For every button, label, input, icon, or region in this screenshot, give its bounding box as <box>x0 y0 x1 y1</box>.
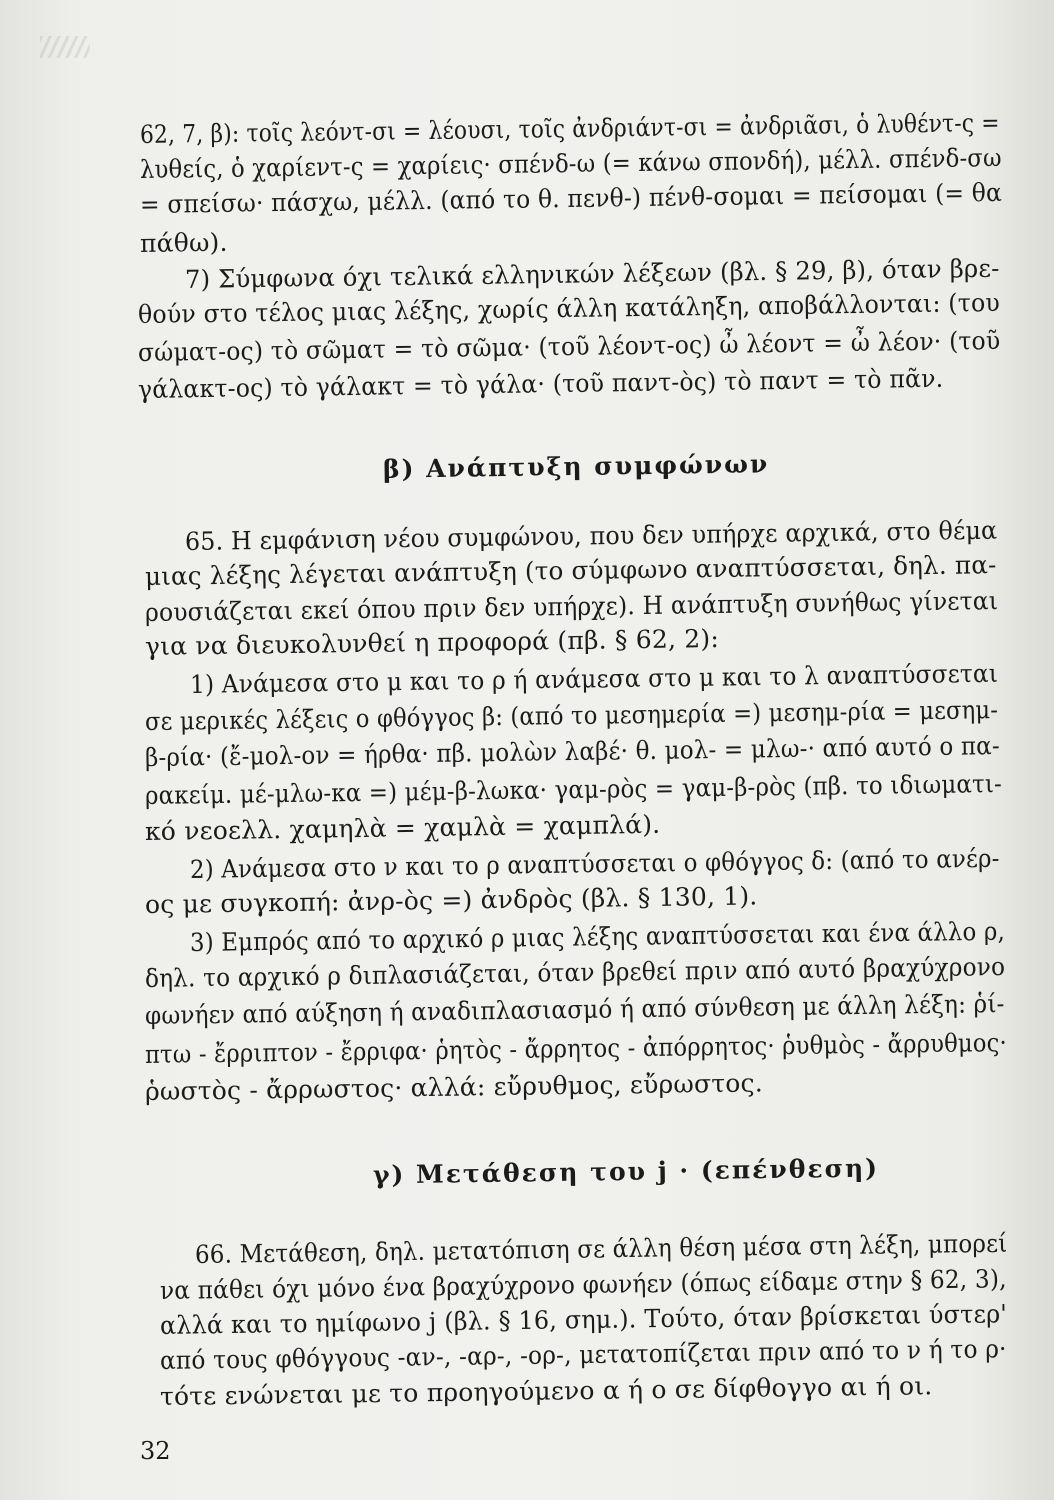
text-line: κό νεοελλ. χαμηλὰ = χαμλὰ = χαμπλά). <box>144 809 661 846</box>
text-line: σε μερικές λέξεις ο φθόγγος β: (από το μεσημερία =) μεσημ-ρία = μεσημ- <box>144 695 999 736</box>
text-line: ος με συγκοπή: ἀνρ-ὸς =) ἀνδρὸς (βλ. § 130, 1). <box>144 881 758 919</box>
text-line: γάλακτ-ος) τὸ γάλακτ = τὸ γάλα· (τοῦ παντ-ὸς) τὸ παντ = τὸ πᾶν. <box>137 363 944 404</box>
text-line: β-ρία· (ἔ-μολ-ον = ήρθα· πβ. μολὼν λαβέ· θ. μολ- = μλω-· από αυτό ο πα- <box>144 731 1000 772</box>
text-line: μιας λέξης λέγεται ανάπτυξη (το σύμφωνο αναπτύσσεται, δηλ. πα- <box>144 550 997 591</box>
text-line: 66. Μετάθεση, δηλ. μετατόπιση σε άλλη θέση μέσα στη λέξη, μπορεί <box>194 1228 1008 1269</box>
text-line: να πάθει όχι μόνο ένα βραχύχρονο φωνήεν (όπως είδαμε στην § 62, 3), <box>159 1264 1007 1305</box>
text-line: φωνήεν από αύξηση ή αναδιπλασιασμό ή από σύνθεση με άλλη λέξη: ῥί- <box>144 988 1005 1030</box>
text-line: λυθείς, ὁ χαρίεντ-ς = χαρίεις· σπένδ-ω (= κάνω σπονδή), μέλλ. σπένδ-σω <box>139 142 1002 184</box>
section-heading-g: γ) Μετάθεση του j · (επένθεση) <box>372 1153 880 1190</box>
text-line: 2) Ανάμεσα στο ν και το ρ αναπτύσσεται ο φθόγγος δ: (από το ανέρ- <box>189 843 1000 884</box>
text-line: αλλά και το ημίφωνο j (βλ. § 16, σημ.). Τούτο, όταν βρίσκεται ύστερ' <box>159 1299 1008 1340</box>
text-line: τότε ενώνεται με το προηγούμενο α ή ο σε δίφθογγο αι ή οι. <box>159 1371 933 1411</box>
text-line: για να διευκολυνθεί η προφορά (πβ. § 62, 2): <box>144 623 720 661</box>
text-line: ρακείμ. μέ-μλω-κα =) μέμ-β-λωκα· γαμ-ρὸς = γαμ-β-ρὸς (πβ. το ιδιωματι- <box>144 769 1003 810</box>
text-line: 1) Ανάμεσα στο μ και το ρ ή ανάμεσα στο μ και το λ αναπτύσσεται <box>189 658 999 699</box>
text-line: 7) Σύμφωνα όχι τελικά ελληνικών λέξεων (βλ. § 29, β), όταν βρε- <box>184 253 1000 294</box>
text-line: = σπείσω· πάσχω, μέλλ. (από το θ. πενθ-) πένθ-σομαι = πείσομαι (= θα <box>139 177 1003 219</box>
text-line: σώματ-ος) τὸ σῶματ = τὸ σῶμα· (τοῦ λέοντ-ος) ὦ λέοντ = ὦ λέον· (τοῦ <box>137 325 1001 367</box>
text-line: 3) Εμπρός από το αρχικό ρ μιας λέξης αναπτύσσεται και ένα άλλο ρ, <box>189 916 1006 957</box>
text-line: ρουσιάζεται εκεί όπου πριν δεν υπήρχε). Η ανάπτυξη συνήθως γίνεται <box>144 586 999 627</box>
text-line: δηλ. το αρχικό ρ διπλασιάζεται, όταν βρεθεί πριν από αυτό βραχύχρονο <box>144 951 1006 993</box>
text-line: 62, 7, β): τοῖς λεόντ-σι = λέουσι, τοῖς ἀνδριάντ-σι = ἀνδριᾶσι, ὁ λυθέντ-ς = <box>139 107 1000 149</box>
text-line: θούν στο τέλος μιας λέξης, χωρίς άλλη κατάληξη, αποβάλλονται: (του <box>137 287 1001 329</box>
scan-smudge <box>40 36 90 58</box>
text-line: πτω - ἔρριπτον - ἔρριφα· ῥητὸς - ἄρρητος - ἀπόρρητος· ῥυθμὸς - ἄρρυθμος· <box>144 1027 1008 1069</box>
text-line: πάθω). <box>139 227 228 258</box>
text-line: 65. Η εμφάνιση νέου συμφώνου, που δεν υπήρχε αρχικά, στο θέμα <box>184 515 998 556</box>
text-line: από τους φθόγγους -αν-, -αρ-, -ορ-, μετατοπίζεται πριν από το ν ή το ρ· <box>159 1334 1007 1375</box>
section-heading-b: β) Ανάπτυξη συμφώνων <box>382 449 770 484</box>
text-line: ῥωστὸς - ἄρρωστος· αλλά: εὔρυθμος, εὔρωστος. <box>144 1068 764 1106</box>
page-number: 32 <box>140 1437 171 1465</box>
